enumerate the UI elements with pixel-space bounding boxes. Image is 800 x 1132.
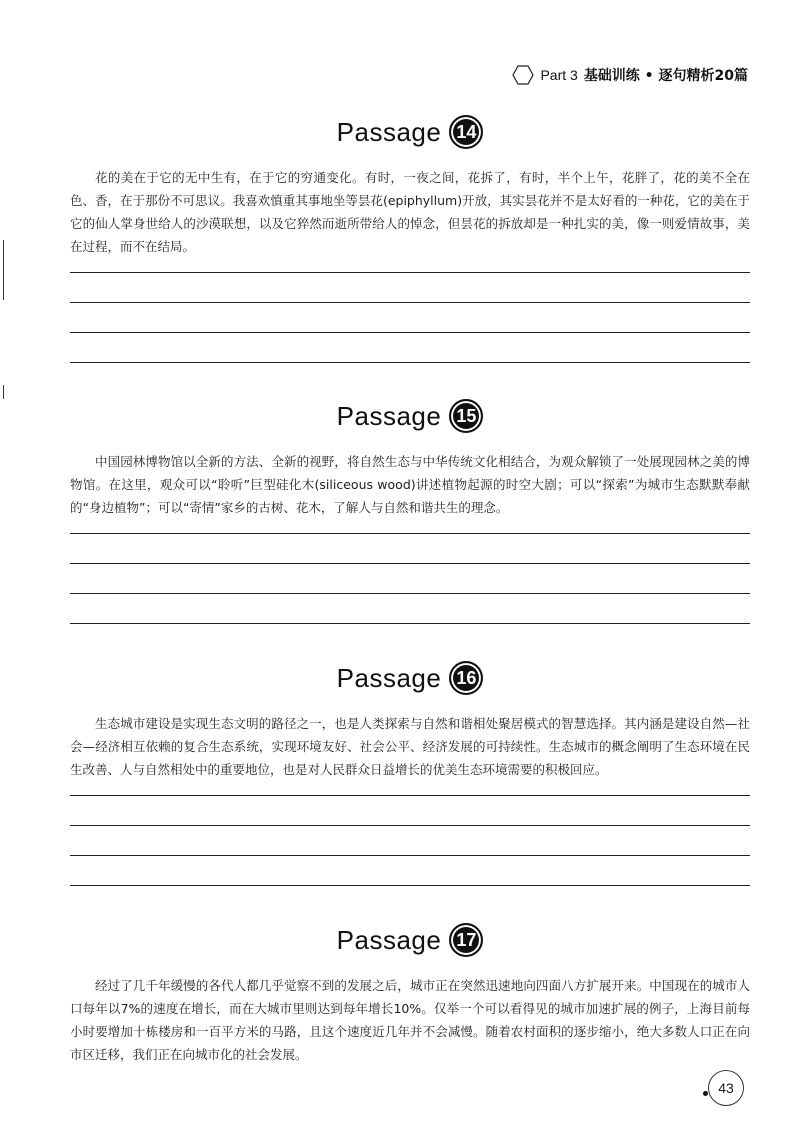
header-part: Part 3 bbox=[540, 67, 578, 83]
scan-edge-mark bbox=[3, 240, 4, 300]
page-number-text: 43 bbox=[718, 1080, 734, 1096]
passage-text: 花的美在于它的无中生有，在于它的穷通变化。有时，一夜之间，花拆了，有时，半个上午，花胖了，花的美不全在色、香，在于那份不可思议。我喜欢慎重其事地坐等昙花(epiphyllum)开放，其实昙花并不是太好看的一种花，它的美在于它的仙人掌身世给人的沙漠联想，以及它猝然而逝所带给人的悼念，但昙花的拆放却是一种扎实的美，像一则爱情故事，美在过程，而不在结局。 bbox=[70, 170, 750, 254]
running-header bbox=[512, 64, 748, 86]
header-subtitle: 基础训练 • 逐句精析20篇 bbox=[583, 68, 748, 84]
answer-line[interactable] bbox=[70, 593, 750, 594]
passage-title bbox=[70, 658, 750, 698]
passage-label: Passage bbox=[336, 400, 442, 431]
answer-line[interactable] bbox=[70, 795, 750, 796]
page-dot bbox=[703, 1091, 708, 1096]
passage-label: Passage bbox=[336, 924, 442, 955]
answer-line[interactable] bbox=[70, 362, 750, 363]
passage-text: 生态城市建设是实现生态文明的路径之一，也是人类探索与自然和谐相处聚居模式的智慧选择。其内涵是建设自然—社会—经济相互依赖的复合生态系统，实现环境友好、社会公平、经济发展的可持续性。生态城市的概念阐明了生态环境在民生改善、人与自然相处中的重要地位，也是对人民群众日益增长的优美生态环境需要的积极回应。 bbox=[70, 716, 750, 777]
passage-number-badge: 14 bbox=[449, 115, 483, 149]
answer-line[interactable] bbox=[70, 272, 750, 273]
passage-number-badge: 15 bbox=[449, 399, 483, 433]
answer-line[interactable] bbox=[70, 533, 750, 534]
hexagon-icon bbox=[512, 64, 534, 86]
passage-label: Passage bbox=[336, 116, 442, 147]
passage-number-badge: 17 bbox=[449, 923, 483, 957]
passage-text: 经过了几千年缓慢的各代人都几乎觉察不到的发展之后，城市正在突然迅速地向四面八方扩展开来。中国现在的城市人口每年以7%的速度在增长，而在大城市里则达到每年增长10%。仅举一个可以看得见的城市加速扩展的例子，上海目前每小时要增加十栋楼房和一百平方米的马路，且这个速度近几年并不会减慢。随着农村面积的逐步缩小，绝大多数人口正在向市区迁移，我们正在向城市化的社会发展。 bbox=[70, 978, 750, 1062]
answer-line[interactable] bbox=[70, 825, 750, 826]
passage-number-badge: 16 bbox=[449, 661, 483, 695]
passage-title bbox=[70, 920, 750, 960]
answer-line[interactable] bbox=[70, 563, 750, 564]
scan-edge-mark bbox=[3, 385, 4, 399]
answer-line[interactable] bbox=[70, 623, 750, 624]
passage-section bbox=[70, 112, 750, 392]
passage-section bbox=[70, 658, 750, 915]
passage-section bbox=[70, 920, 750, 1066]
passage-title bbox=[70, 112, 750, 152]
answer-line[interactable] bbox=[70, 855, 750, 856]
answer-line[interactable] bbox=[70, 885, 750, 886]
passage-section bbox=[70, 396, 750, 653]
passage-title bbox=[70, 396, 750, 436]
answer-line[interactable] bbox=[70, 302, 750, 303]
answer-line[interactable] bbox=[70, 332, 750, 333]
answer-lines bbox=[70, 272, 750, 363]
page-number bbox=[708, 1070, 744, 1106]
answer-lines bbox=[70, 533, 750, 624]
passage-text: 中国园林博物馆以全新的方法、全新的视野，将自然生态与中华传统文化相结合，为观众解锁了一处展现园林之美的博物馆。在这里，观众可以“聆听”巨型硅化木(siliceous wood)讲述植物起源的时空大剧；可以“探索”为城市生态默默奉献的“身边植物”；可以“寄情”家乡的古树、花木，了解人与自然和谐共生的理念。 bbox=[70, 454, 750, 515]
passage-label: Passage bbox=[336, 662, 442, 693]
answer-lines bbox=[70, 795, 750, 886]
